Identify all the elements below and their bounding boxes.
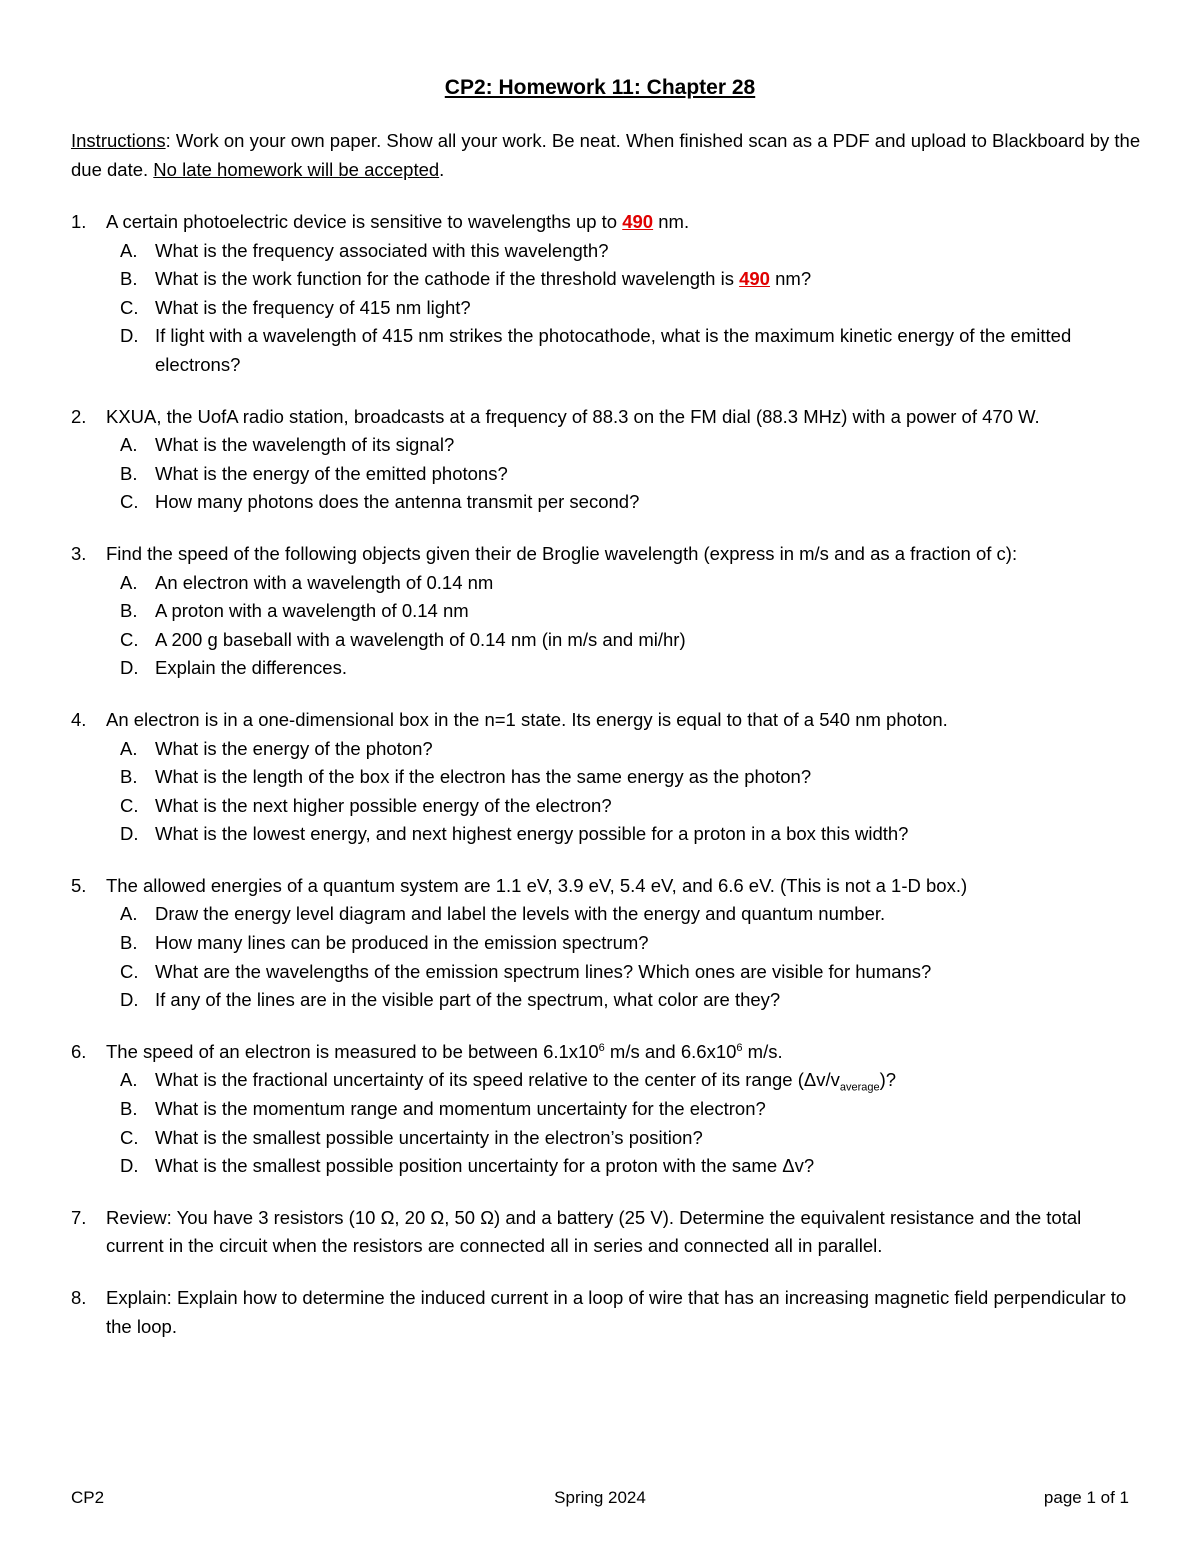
subquestion-text: How many lines can be produced in the emission spectrum? — [155, 932, 649, 954]
question-text: KXUA, the UofA radio station, broadcasts at a frequency of 88.3 on the FM dial (88.3 MHz) with a power of 470 W. — [106, 405, 1040, 427]
subquestion-text: What is the energy of the photon? — [155, 737, 433, 759]
question-1 — [71, 208, 1141, 380]
instructions — [71, 126, 1141, 184]
subquestion-text: What is the momentum range and momentum uncertainty for the electron? — [155, 1098, 766, 1120]
subquestion-text: What is the frequency associated with this wavelength? — [155, 239, 609, 261]
subquestion-text: What is the next higher possible energy of the electron? — [155, 794, 612, 816]
question-number: 3. — [71, 542, 87, 564]
subquestion-letter: B. — [120, 600, 138, 622]
question-number: 8. — [71, 1287, 87, 1308]
subquestion-letter: C. — [120, 794, 139, 816]
subquestion-text: What is the energy of the emitted photons? — [155, 462, 508, 484]
subquestion-a — [106, 237, 1141, 266]
question-number: 1. — [71, 211, 87, 232]
subquestion-text: Draw the energy level diagram and label the levels with the energy and quantum number. — [155, 903, 886, 925]
question-text: Explain: Explain how to determine the induced current in a loop of wire that has an increasing magnetic field perpendicular to the loop. — [106, 1287, 1127, 1337]
subquestion-letter: C. — [120, 1126, 139, 1148]
instructions-text: : Work on your own paper. Show all your work. Be neat. When finished scan as a PDF and upload to Blackboard by the due date. — [71, 130, 1141, 180]
subquestion-text: Explain the differences. — [155, 657, 347, 679]
subquestion-d — [106, 654, 1141, 683]
subquestion-letter: D. — [120, 1155, 139, 1177]
subquestion-c — [106, 294, 1141, 323]
subquestion-b — [106, 763, 1141, 792]
subscript-average: average — [839, 1082, 880, 1095]
subquestion-letter: B. — [120, 766, 138, 788]
subquestion-letter: C. — [120, 960, 139, 982]
subquestion-b — [106, 597, 1141, 626]
question-text: The allowed energies of a quantum system are 1.1 eV, 3.9 eV, 5.4 eV, and 6.6 eV. (This is not a 1-D box.) — [106, 874, 968, 896]
question-text-part: m/s. — [742, 1040, 783, 1062]
exponent: 6 — [736, 1041, 743, 1054]
question-number: 6. — [71, 1040, 87, 1062]
subquestion-text: What is the smallest possible uncertainty in the electron’s position? — [155, 1126, 703, 1148]
question-3 — [71, 540, 1141, 683]
subquestion-text: What is the fractional uncertainty of its speed relative to the center of its range ( — [155, 1069, 804, 1091]
subquestion-text: If any of the lines are in the visible part of the spectrum, what color are they? — [155, 989, 781, 1011]
subquestion-letter: C. — [120, 628, 139, 650]
subquestion-text: An electron with a wavelength of 0.14 nm — [155, 571, 494, 593]
question-text: Review: You have 3 resistors (10 Ω, 20 Ω, 50 Ω) and a battery (25 V). Determine the equivalent resistance and the total current in the circuit when the resistors are connected all in series and connected all in parallel. — [106, 1206, 1082, 1257]
question-text-part: nm. — [653, 211, 690, 232]
subquestion-c — [106, 488, 1141, 517]
subquestion-letter: A. — [120, 737, 138, 759]
question-list — [71, 208, 1141, 1364]
subquestion-text: What is the length of the box if the electron has the same energy as the photon? — [155, 766, 812, 788]
subquestion-letter: D. — [120, 325, 139, 347]
subquestion-letter: C. — [120, 491, 139, 513]
question-7 — [71, 1204, 1141, 1261]
question-5 — [71, 872, 1141, 1015]
subquestion-d — [106, 820, 1141, 849]
subquestion-letter: B. — [120, 268, 138, 290]
subquestion-letter: C. — [120, 296, 139, 318]
question-8 — [71, 1284, 1141, 1341]
subquestion-text: How many photons does the antenna transmit per second? — [155, 491, 640, 513]
subquestion-text: What is the frequency of 415 nm light? — [155, 296, 471, 318]
subquestion-b — [106, 460, 1141, 489]
page-title: CP2: Homework 11: Chapter 28 — [444, 76, 756, 99]
subquestion-text: A proton with a wavelength of 0.14 nm — [155, 600, 469, 622]
question-text: Find the speed of the following objects given their de Broglie wavelength (express in m/s and as a fraction of c): — [106, 542, 1018, 564]
subquestion-letter: A. — [120, 434, 138, 456]
subquestion-text: A 200 g baseball with a wavelength of 0.14 nm (in m/s and mi/hr) — [155, 628, 686, 650]
subquestion-a — [106, 900, 1141, 929]
subquestion-c — [106, 958, 1141, 987]
subquestion-text: What is the lowest energy, and next highest energy possible for a proton in a box this width? — [155, 823, 909, 845]
subquestion-letter: A. — [120, 571, 138, 593]
instructions-end: . — [439, 159, 445, 180]
exponent: 6 — [598, 1041, 605, 1054]
subquestion-a — [106, 1066, 1141, 1095]
question-4 — [71, 706, 1141, 849]
question-number: 5. — [71, 874, 87, 896]
subquestion-text: If light with a wavelength of 415 nm strikes the photocathode, what is the maximum kinetic energy of the emitted electrons? — [155, 325, 1072, 375]
footer-left: CP2 — [71, 1488, 105, 1507]
subquestion-c — [106, 1124, 1141, 1153]
subquestion-letter: D. — [120, 657, 139, 679]
footer-center: Spring 2024 — [554, 1488, 646, 1507]
subquestion-letter: B. — [120, 462, 138, 484]
subquestion-letter: D. — [120, 989, 139, 1011]
highlighted-value: 490 — [739, 268, 770, 290]
question-text-part: m/s and 6.6x10 — [604, 1040, 737, 1062]
subquestion-b — [106, 1095, 1141, 1124]
subquestion-c — [106, 626, 1141, 655]
subquestion-text: What is the work function for the cathode if the threshold wavelength is — [155, 268, 740, 290]
subquestion-a — [106, 431, 1141, 460]
subquestion-a — [106, 569, 1141, 598]
instructions-label: Instructions — [71, 130, 166, 151]
subquestion-b — [106, 929, 1141, 958]
subquestion-b — [106, 265, 1141, 294]
subquestion-c — [106, 792, 1141, 821]
subquestion-d — [106, 1152, 1141, 1181]
subquestion-d — [106, 986, 1141, 1015]
question-text — [106, 1038, 1141, 1067]
question-number: 4. — [71, 708, 87, 730]
question-text — [106, 208, 1141, 237]
subquestion-letter: B. — [120, 932, 138, 954]
highlighted-value: 490 — [622, 211, 654, 232]
late-policy: No late homework will be accepted — [153, 159, 440, 180]
subquestion-d — [106, 322, 1141, 379]
question-number: 7. — [71, 1206, 87, 1228]
subquestion-letter: A. — [120, 903, 138, 925]
subquestion-letter: B. — [120, 1098, 138, 1120]
footer-page-number: page 1 of 1 — [1043, 1488, 1129, 1507]
subquestion-letter: D. — [120, 823, 139, 845]
question-text: An electron is in a one-dimensional box in the n=1 state. Its energy is equal to that of a 540 nm photon. — [106, 708, 948, 730]
question-text-part: A certain photoelectric device is sensitive to wavelengths up to — [106, 211, 623, 232]
question-text-part: The speed of an electron is measured to be between 6.1x10 — [106, 1040, 599, 1062]
delta-v-symbol: Δv/v — [803, 1069, 840, 1091]
subquestion-text: What is the wavelength of its signal? — [155, 434, 455, 456]
subquestion-text: What is the smallest possible position uncertainty for a proton with the same Δv? — [155, 1155, 815, 1177]
question-2 — [71, 403, 1141, 517]
subquestion-text: What are the wavelengths of the emission spectrum lines? Which ones are visible for humans? — [155, 960, 932, 982]
subquestion-text: )? — [879, 1069, 897, 1091]
subquestion-text: nm? — [769, 268, 812, 290]
subquestion-a — [106, 735, 1141, 764]
question-number: 2. — [71, 405, 87, 427]
subquestion-letter: A. — [120, 1069, 138, 1091]
question-6 — [71, 1038, 1141, 1181]
subquestion-letter: A. — [120, 239, 138, 261]
